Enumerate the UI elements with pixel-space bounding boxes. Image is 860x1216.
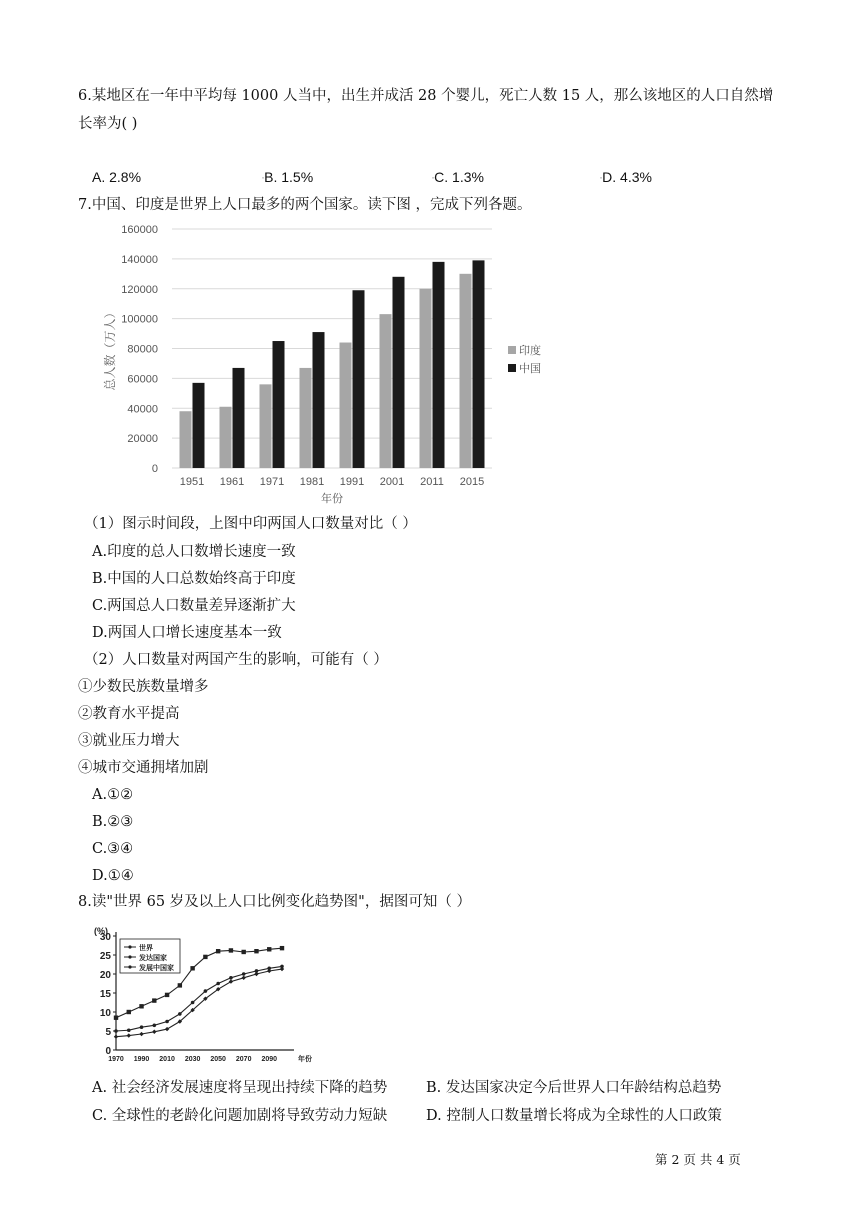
y-tick-label-7: 140000 [121,253,158,266]
y-tick-label-3: 15 [99,989,111,1000]
q8-option-a[interactable]: A. 社会经济发展速度将呈现出持续下降的趋势 [92,1080,388,1096]
x-tick-label-4: 1991 [339,476,365,488]
point-发展中国家-2090 [267,969,271,973]
bar-中国-2015 [473,260,485,468]
q7-sub1-option-d[interactable]: D.两国人口增长速度基本一致 [92,625,282,641]
point-发达国家-2100 [280,946,284,950]
q7-sub2-item-2: ②教育水平提高 [78,706,180,722]
x-tick-label-4: 2050 [210,1056,226,1063]
q7-sub2-item-4: ④城市交通拥堵加剧 [78,760,209,776]
x-tick-label-3: 1981 [299,476,325,488]
point-发展中国家-1980 [127,1033,131,1037]
y-tick-label-8: 160000 [121,224,158,236]
point-发达国家-2020 [178,983,182,987]
q8-option-c[interactable]: C. 全球性的老龄化问题加剧将导致劳动力短缺 [92,1108,388,1124]
bar-中国-1981 [313,332,325,468]
legend-label-中国: 中国 [519,363,541,375]
q7-sub2-item-1: ①少数民族数量增多 [78,679,209,695]
q6-stem-line1: 6.某地区在一年中平均每 1000 人当中，出生并成活 28 个婴儿，死亡人数 15 人，那么该地区的人口自然增 [78,88,774,104]
point-发展中国家-2070 [241,976,245,980]
y-tick-label-6: 30 [99,932,111,943]
x-tick-label-1: 1990 [133,1056,150,1063]
aging-line-chart [90,922,312,1070]
q6-option-b[interactable]: ▫B. 1.5% [262,169,314,185]
point-发达国家-1970 [114,1016,118,1020]
y-tick-label-2: 40000 [127,403,158,416]
point-发展中国家-1970 [114,1035,118,1039]
q7-stem: 7.中国、印度是世界上人口最多的两个国家。读下图 ，完成下列各题。 [78,197,532,213]
q8-stem: 8.读"世界 65 岁及以上人口比例变化趋势图"，据图可知（ ） [78,894,471,910]
x-tick-label-5: 2001 [379,476,405,488]
point-世界-1990 [140,1025,144,1029]
legend-label-印度: 印度 [519,345,541,357]
bar-印度-2011 [420,289,432,468]
page-footer: 第 2 页 共 4 页 [655,1152,741,1167]
x-tick-label-6: 2090 [261,1056,278,1063]
y-axis-unit: (%) [94,926,108,936]
point-发达国家-2050 [216,949,220,953]
q7-sub1-option-b[interactable]: B.中国的人口总数始终高于印度 [92,571,296,587]
q6-option-d[interactable]: ▫D. 4.3% [600,169,652,185]
q6-option-c[interactable]: ▫C. 1.3% [432,169,484,185]
y-tick-label-0: 0 [151,463,158,475]
x-axis-label: 年份 [321,493,343,505]
point-发展中国家-2080 [254,972,258,976]
x-tick-label-2: 1971 [259,476,285,488]
q7-sub2-item-3: ③就业压力增大 [78,733,180,749]
point-发达国家-2040 [203,955,207,959]
point-发达国家-2000 [152,998,156,1002]
bar-印度-1981 [300,368,312,468]
point-发展中国家-2100 [280,967,284,971]
x-tick-label-5: 2070 [235,1056,252,1063]
q7-sub2-stem: （2）人口数量对两国产生的影响，可能有（ ） [84,652,388,668]
bar-印度-2015 [460,274,472,468]
legend-swatch-印度 [508,346,516,354]
point-世界-2070 [242,972,246,976]
q7-sub1-option-c[interactable]: C.两国总人口数量差异逐渐扩大 [92,598,296,614]
point-发达国家-2080 [254,949,258,953]
point-发达国家-2070 [241,950,245,954]
bar-中国-1951 [193,383,205,468]
point-世界-2030 [191,1001,195,1005]
bar-中国-1971 [273,341,285,468]
bar-印度-2001 [380,314,392,468]
bar-中国-1961 [233,368,245,468]
point-发展中国家-2000 [152,1030,156,1034]
point-世界-2000 [153,1024,157,1028]
x-tick-label-1: 1961 [219,476,245,488]
q8-option-b[interactable]: B. 发达国家决定今后世界人口年龄结构总趋势 [426,1080,722,1096]
legend-marker-世界 [128,945,131,948]
point-世界-2050 [216,982,220,986]
q7-sub2-option-b[interactable]: B.②③ [92,814,134,830]
point-发达国家-2060 [229,948,233,952]
point-世界-2020 [178,1012,182,1016]
y-tick-label-6: 120000 [121,283,158,296]
x-tick-label-2: 2010 [159,1056,175,1063]
x-tick-label-0: 1951 [179,476,205,488]
x-axis-label: 年份 [298,1056,312,1063]
y-tick-label-4: 20 [99,970,111,981]
point-发达国家-1980 [127,1010,131,1014]
bar-印度-1961 [220,407,232,468]
point-世界-2060 [229,976,233,980]
point-世界-1980 [127,1028,131,1032]
y-tick-label-5: 25 [99,951,111,962]
q6-option-a[interactable]: A. 2.8% [92,169,142,185]
point-发达国家-1990 [139,1004,143,1008]
y-tick-label-2: 10 [99,1008,111,1019]
q6-stem-line2: 长率为( ) [78,116,138,132]
point-发展中国家-1990 [139,1032,143,1036]
y-tick-label-1: 20000 [127,433,158,446]
q7-sub1-option-a[interactable]: A.印度的总人口数增长速度一致 [92,544,296,560]
y-axis-label: 总人数（万人） [103,306,117,391]
legend-marker-发达国家 [128,955,131,958]
x-tick-label-0: 1970 [108,1056,124,1063]
legend-label-发展中国家: 发展中国家 [139,965,174,972]
y-tick-label-0: 0 [105,1046,111,1057]
population-bar-chart [92,216,572,512]
x-tick-label-6: 2011 [420,476,444,488]
q8-option-d[interactable]: D. 控制人口数量增长将成为全球性的人口政策 [426,1108,722,1124]
x-tick-label-7: 2015 [459,476,485,488]
point-世界-2040 [204,989,208,993]
legend-swatch-中国 [508,364,516,372]
q7-sub1-stem: （1）图示时间段，上图中印两国人口数量对比（ ） [84,516,417,532]
bar-中国-2001 [393,277,405,468]
point-发达国家-2090 [267,947,271,951]
x-tick-label-3: 2030 [184,1056,201,1063]
legend-marker-发展中国家 [128,965,131,968]
legend-label-世界: 世界 [139,945,153,952]
q7-sub2-option-d[interactable]: D.①④ [92,868,134,884]
q7-sub2-option-c[interactable]: C.③④ [92,841,134,857]
bar-印度-1991 [340,343,352,468]
bar-中国-2011 [433,262,445,468]
point-发达国家-2010 [165,993,169,997]
y-tick-label-3: 60000 [127,373,158,386]
point-发达国家-2030 [190,966,194,970]
bar-印度-1951 [180,411,192,468]
series-line-世界 [116,966,282,1031]
y-tick-label-1: 5 [105,1027,111,1038]
q7-sub2-option-a[interactable]: A.①② [92,787,134,803]
point-世界-1970 [114,1029,118,1033]
bar-中国-1991 [353,290,365,468]
legend-label-发达国家: 发达国家 [139,955,167,962]
y-tick-label-4: 80000 [127,343,158,356]
bar-印度-1971 [260,384,272,468]
point-世界-2010 [165,1020,169,1024]
y-tick-label-5: 100000 [121,313,158,326]
